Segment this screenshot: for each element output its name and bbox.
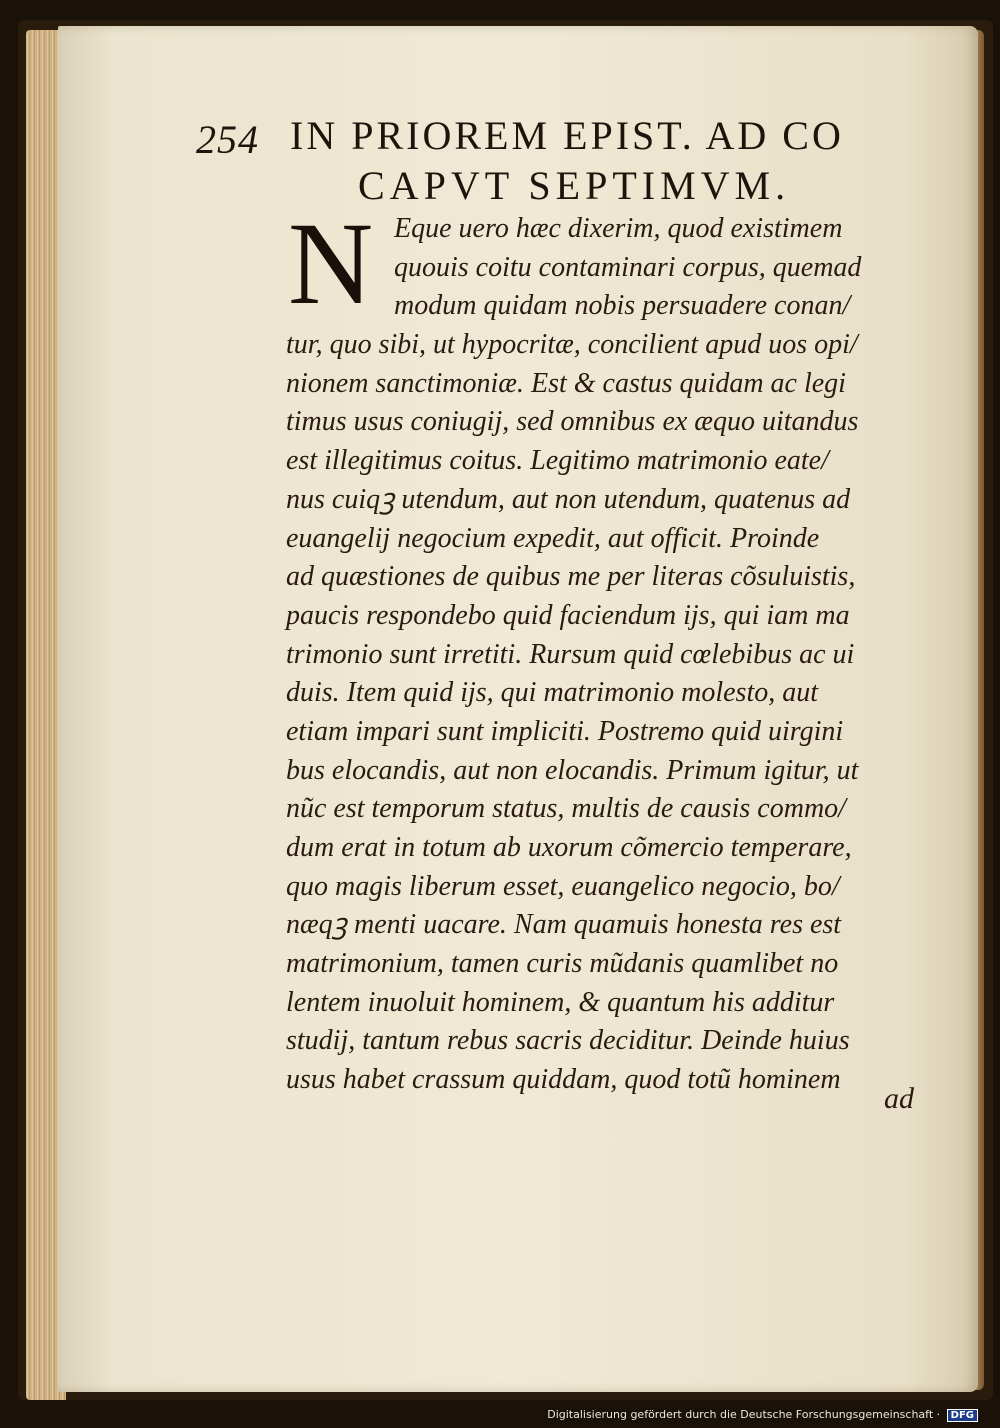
- text-line: Eque uero hæc dixerim, quod existimem: [394, 213, 843, 244]
- text-line: tur, quo sibi, ut hypocritæ, concilient apud uos opi/: [286, 329, 858, 361]
- text-line: duis. Item quid ijs, qui matrimonio molesto, aut: [286, 677, 818, 709]
- text-line: dum erat in totum ab uxorum cõmercio temperare,: [286, 832, 852, 863]
- text-line: quo magis liberum esset, euangelico negocio, bo/: [286, 870, 840, 902]
- text-line: næqꝫ menti uacare. Nam quamuis honesta res est: [286, 909, 842, 941]
- text-line: quouis coitu contaminari corpus, quemad: [394, 251, 862, 283]
- text-line: trimonio sunt irretiti. Rursum quid cœlebibus ac ui: [286, 638, 855, 670]
- text-line: ad quæstiones de quibus me per literas cõsuluistis,: [286, 561, 856, 593]
- page-number: 254: [196, 117, 259, 162]
- footer-text: Digitalisierung gefördert durch die Deutsche Forschungsgemeinschaft: [547, 1408, 934, 1421]
- dfg-logo: DFG: [947, 1409, 978, 1422]
- page-header: [196, 112, 936, 162]
- body-text: [286, 198, 926, 1100]
- text-line: modum quidam nobis persuadere conan/: [394, 290, 851, 322]
- text-line: etiam impari sunt impliciti. Postremo quid uirgini: [286, 715, 844, 747]
- text-line: est illegitimus coitus. Legitimo matrimonio eate/: [286, 445, 829, 477]
- text-line: nus cuiqꝫ utendum, aut non utendum, quatenus ad: [286, 483, 851, 515]
- text-line: matrimonium, tamen curis mũdanis quamlibet no: [286, 948, 839, 980]
- footer-credit: Digitalisierung gefördert durch die Deutsche Forschungsgemeinschaft · DFG: [547, 1408, 978, 1422]
- text-line: bus elocandis, aut non elocandis. Primum igitur, ut: [286, 754, 859, 786]
- text-line: nũc est temporum status, multis de causis commo/: [286, 793, 846, 825]
- text-line: usus habet crassum quiddam, quod totũ hominem: [286, 1064, 841, 1096]
- catchword: ad: [884, 1082, 914, 1115]
- drop-cap-initial: N: [288, 198, 374, 329]
- text-line: timus usus coniugij, sed omnibus ex æquo uitandus: [286, 406, 859, 438]
- running-title: IN PRIOREM EPIST. AD CO: [290, 113, 844, 158]
- chapter-title: CAPVT SEPTIMVM.: [358, 163, 791, 208]
- text-line: euangelij negocium expedit, aut officit. Proinde: [286, 522, 820, 554]
- text-line: studij, tantum rebus sacris deciditur. Deinde huius: [286, 1025, 850, 1057]
- text-line: nionem sanctimoniæ. Est & castus quidam ac legi: [286, 367, 846, 399]
- text-line: lentem inuoluit hominem, & quantum his additur: [286, 986, 835, 1018]
- text-line: paucis respondebo quid faciendum ijs, qui iam ma: [286, 599, 850, 631]
